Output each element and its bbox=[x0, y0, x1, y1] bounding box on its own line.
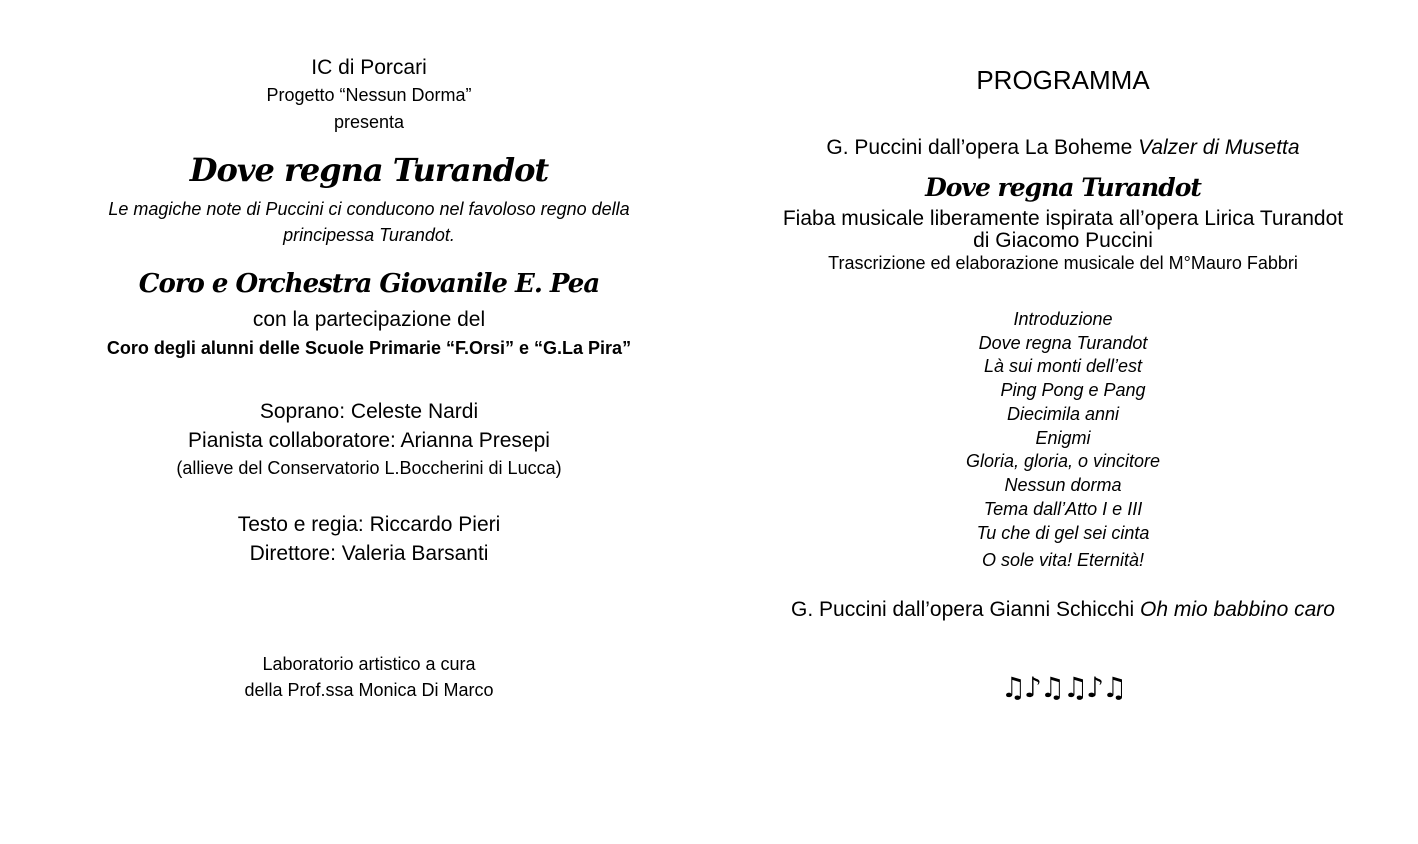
track-item: O sole vita! Eternità! bbox=[981, 550, 1145, 570]
track-item: Ping Pong e Pang bbox=[1000, 380, 1146, 400]
ensemble-name: Coro e Orchestra Giovanile E. Pea bbox=[138, 269, 600, 299]
show-title: Dove regna Turandot bbox=[189, 151, 549, 189]
participation-text: con la partecipazione del bbox=[252, 308, 486, 331]
direction-credit: Testo e regia: Riccardo Pieri bbox=[237, 513, 501, 536]
description-line-1: Fiaba musicale liberamente ispirata all’opera Lirica Turandot bbox=[782, 207, 1344, 230]
track-item: Diecimila anni bbox=[1006, 404, 1120, 424]
description-line-3: Trascrizione ed elaborazione musicale del M°Mauro Fabbri bbox=[828, 253, 1298, 273]
piece-2-title: Oh mio babbino caro bbox=[1140, 598, 1335, 621]
track-item: Nessun dorma bbox=[1004, 475, 1122, 495]
track-item: Tu che di gel sei cinta bbox=[976, 523, 1150, 543]
conductor-credit: Direttore: Valeria Barsanti bbox=[249, 542, 489, 565]
subtitle-line-2: principessa Turandot. bbox=[283, 225, 455, 245]
track-item: Dove regna Turandot bbox=[978, 333, 1148, 353]
track-item: Enigmi bbox=[1035, 428, 1091, 448]
programme-piece-2 bbox=[683, 598, 1418, 622]
soprano-credit: Soprano: Celeste Nardi bbox=[259, 400, 479, 423]
music-notes-icon: ♫♪♫♫♪♫ bbox=[1000, 671, 1126, 704]
track-item: Gloria, gloria, o vincitore bbox=[965, 451, 1161, 471]
presents-text: presenta bbox=[333, 112, 405, 132]
programme-piece-1 bbox=[683, 136, 1418, 160]
piece-1-composer: G. Puccini dall’opera La Boheme bbox=[826, 136, 1139, 159]
piece-2-composer: G. Puccini dall’opera Gianni Schicchi bbox=[791, 598, 1141, 621]
programme-title: Dove regna Turandot bbox=[925, 173, 1201, 202]
lab-line-1: Laboratorio artistico a cura bbox=[262, 654, 476, 674]
school-name: IC di Porcari bbox=[311, 56, 427, 79]
track-item: Tema dall’Atto I e III bbox=[983, 499, 1143, 519]
piece-1-title: Valzer di Musetta bbox=[1138, 136, 1300, 159]
students-note: (allieve del Conservatorio L.Boccherini di Lucca) bbox=[176, 458, 562, 478]
pianist-credit: Pianista collaboratore: Arianna Presepi bbox=[188, 429, 550, 452]
lab-line-2: della Prof.ssa Monica Di Marco bbox=[244, 680, 494, 700]
choir-text: Coro degli alunni delle Scuole Primarie “F.Orsi” e “G.La Pira” bbox=[106, 338, 632, 358]
subtitle-line-1: Le magiche note di Puccini ci conducono nel favoloso regno della bbox=[108, 199, 630, 219]
track-item: Là sui monti dell’est bbox=[983, 356, 1143, 376]
description-line-2: di Giacomo Puccini bbox=[973, 229, 1153, 252]
programme-heading: PROGRAMMA bbox=[976, 65, 1150, 95]
project-name: Progetto “Nessun Dorma” bbox=[266, 85, 472, 105]
track-item: Introduzione bbox=[1013, 309, 1113, 329]
